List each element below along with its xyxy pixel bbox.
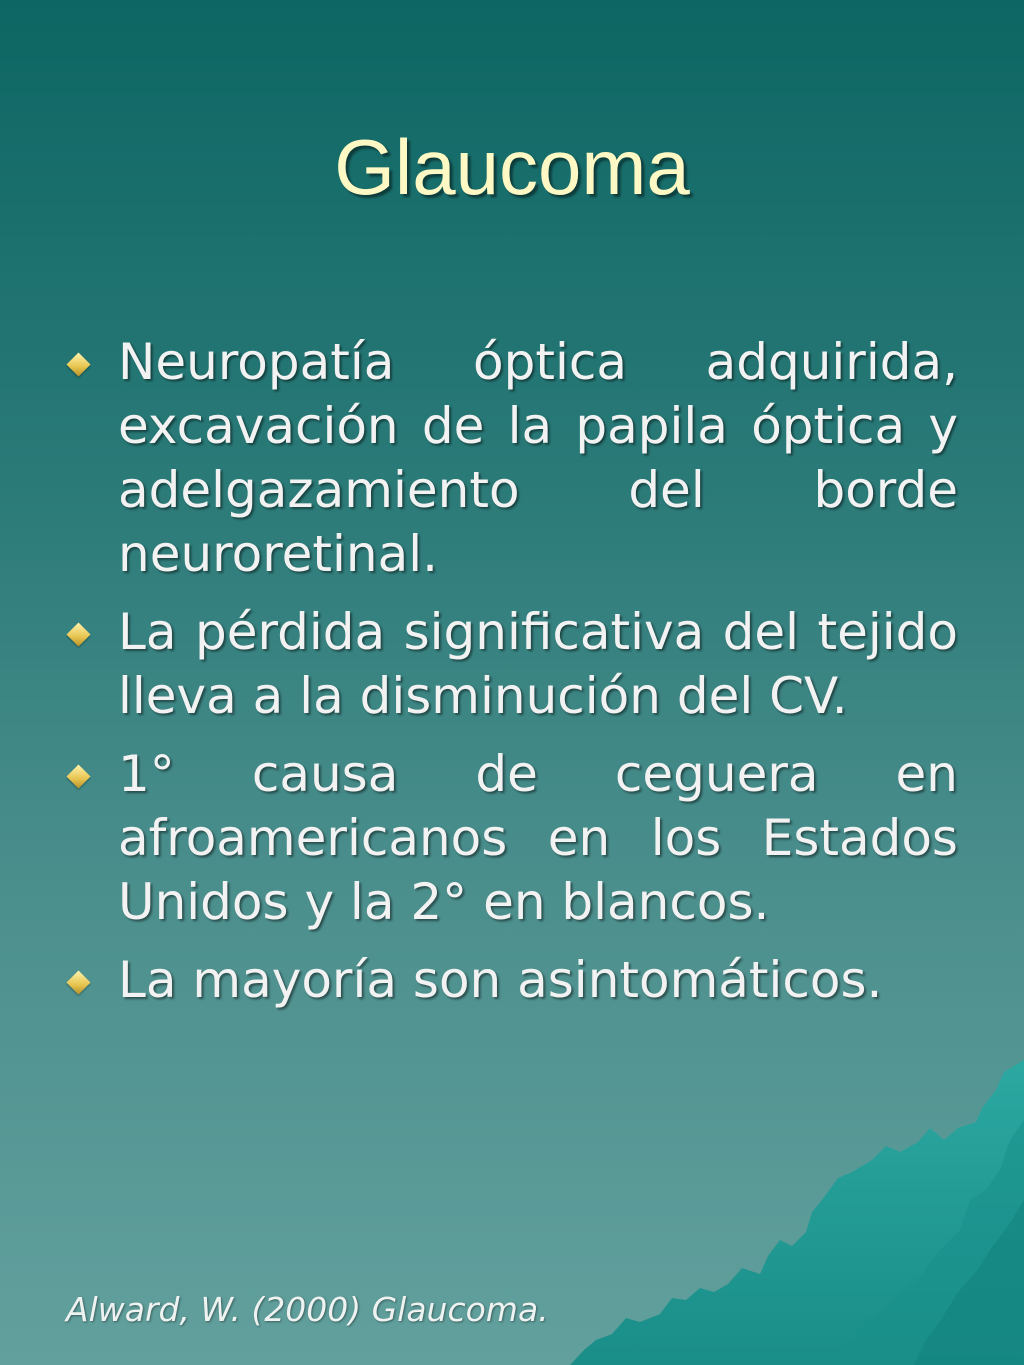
diamond-bullet-icon (66, 764, 90, 788)
diamond-bullet-icon (66, 622, 90, 646)
bullet-text: Neuropatía óptica adquirida, excavación de la papila óptica y adelgazamiento del borde neuroretinal. (118, 333, 958, 583)
diamond-bullet-icon (66, 970, 90, 994)
bullet-item (62, 330, 958, 586)
bullet-text: 1° causa de ceguera en afroamericanos en los Estados Unidos y la 2° en blancos. (118, 745, 958, 931)
bullet-text: La pérdida significativa del tejido lleva a la disminución del CV. (118, 603, 958, 725)
bullet-text: La mayoría son asintomáticos. (118, 951, 883, 1009)
bullet-item (62, 742, 958, 934)
bullet-item (62, 600, 958, 728)
bullet-list (62, 330, 958, 1026)
slide-title: Glaucoma (334, 123, 690, 211)
bullet-item (62, 948, 958, 1012)
citation: Alward, W. (2000) Glaucoma. (66, 1290, 549, 1329)
diamond-bullet-icon (66, 352, 90, 376)
